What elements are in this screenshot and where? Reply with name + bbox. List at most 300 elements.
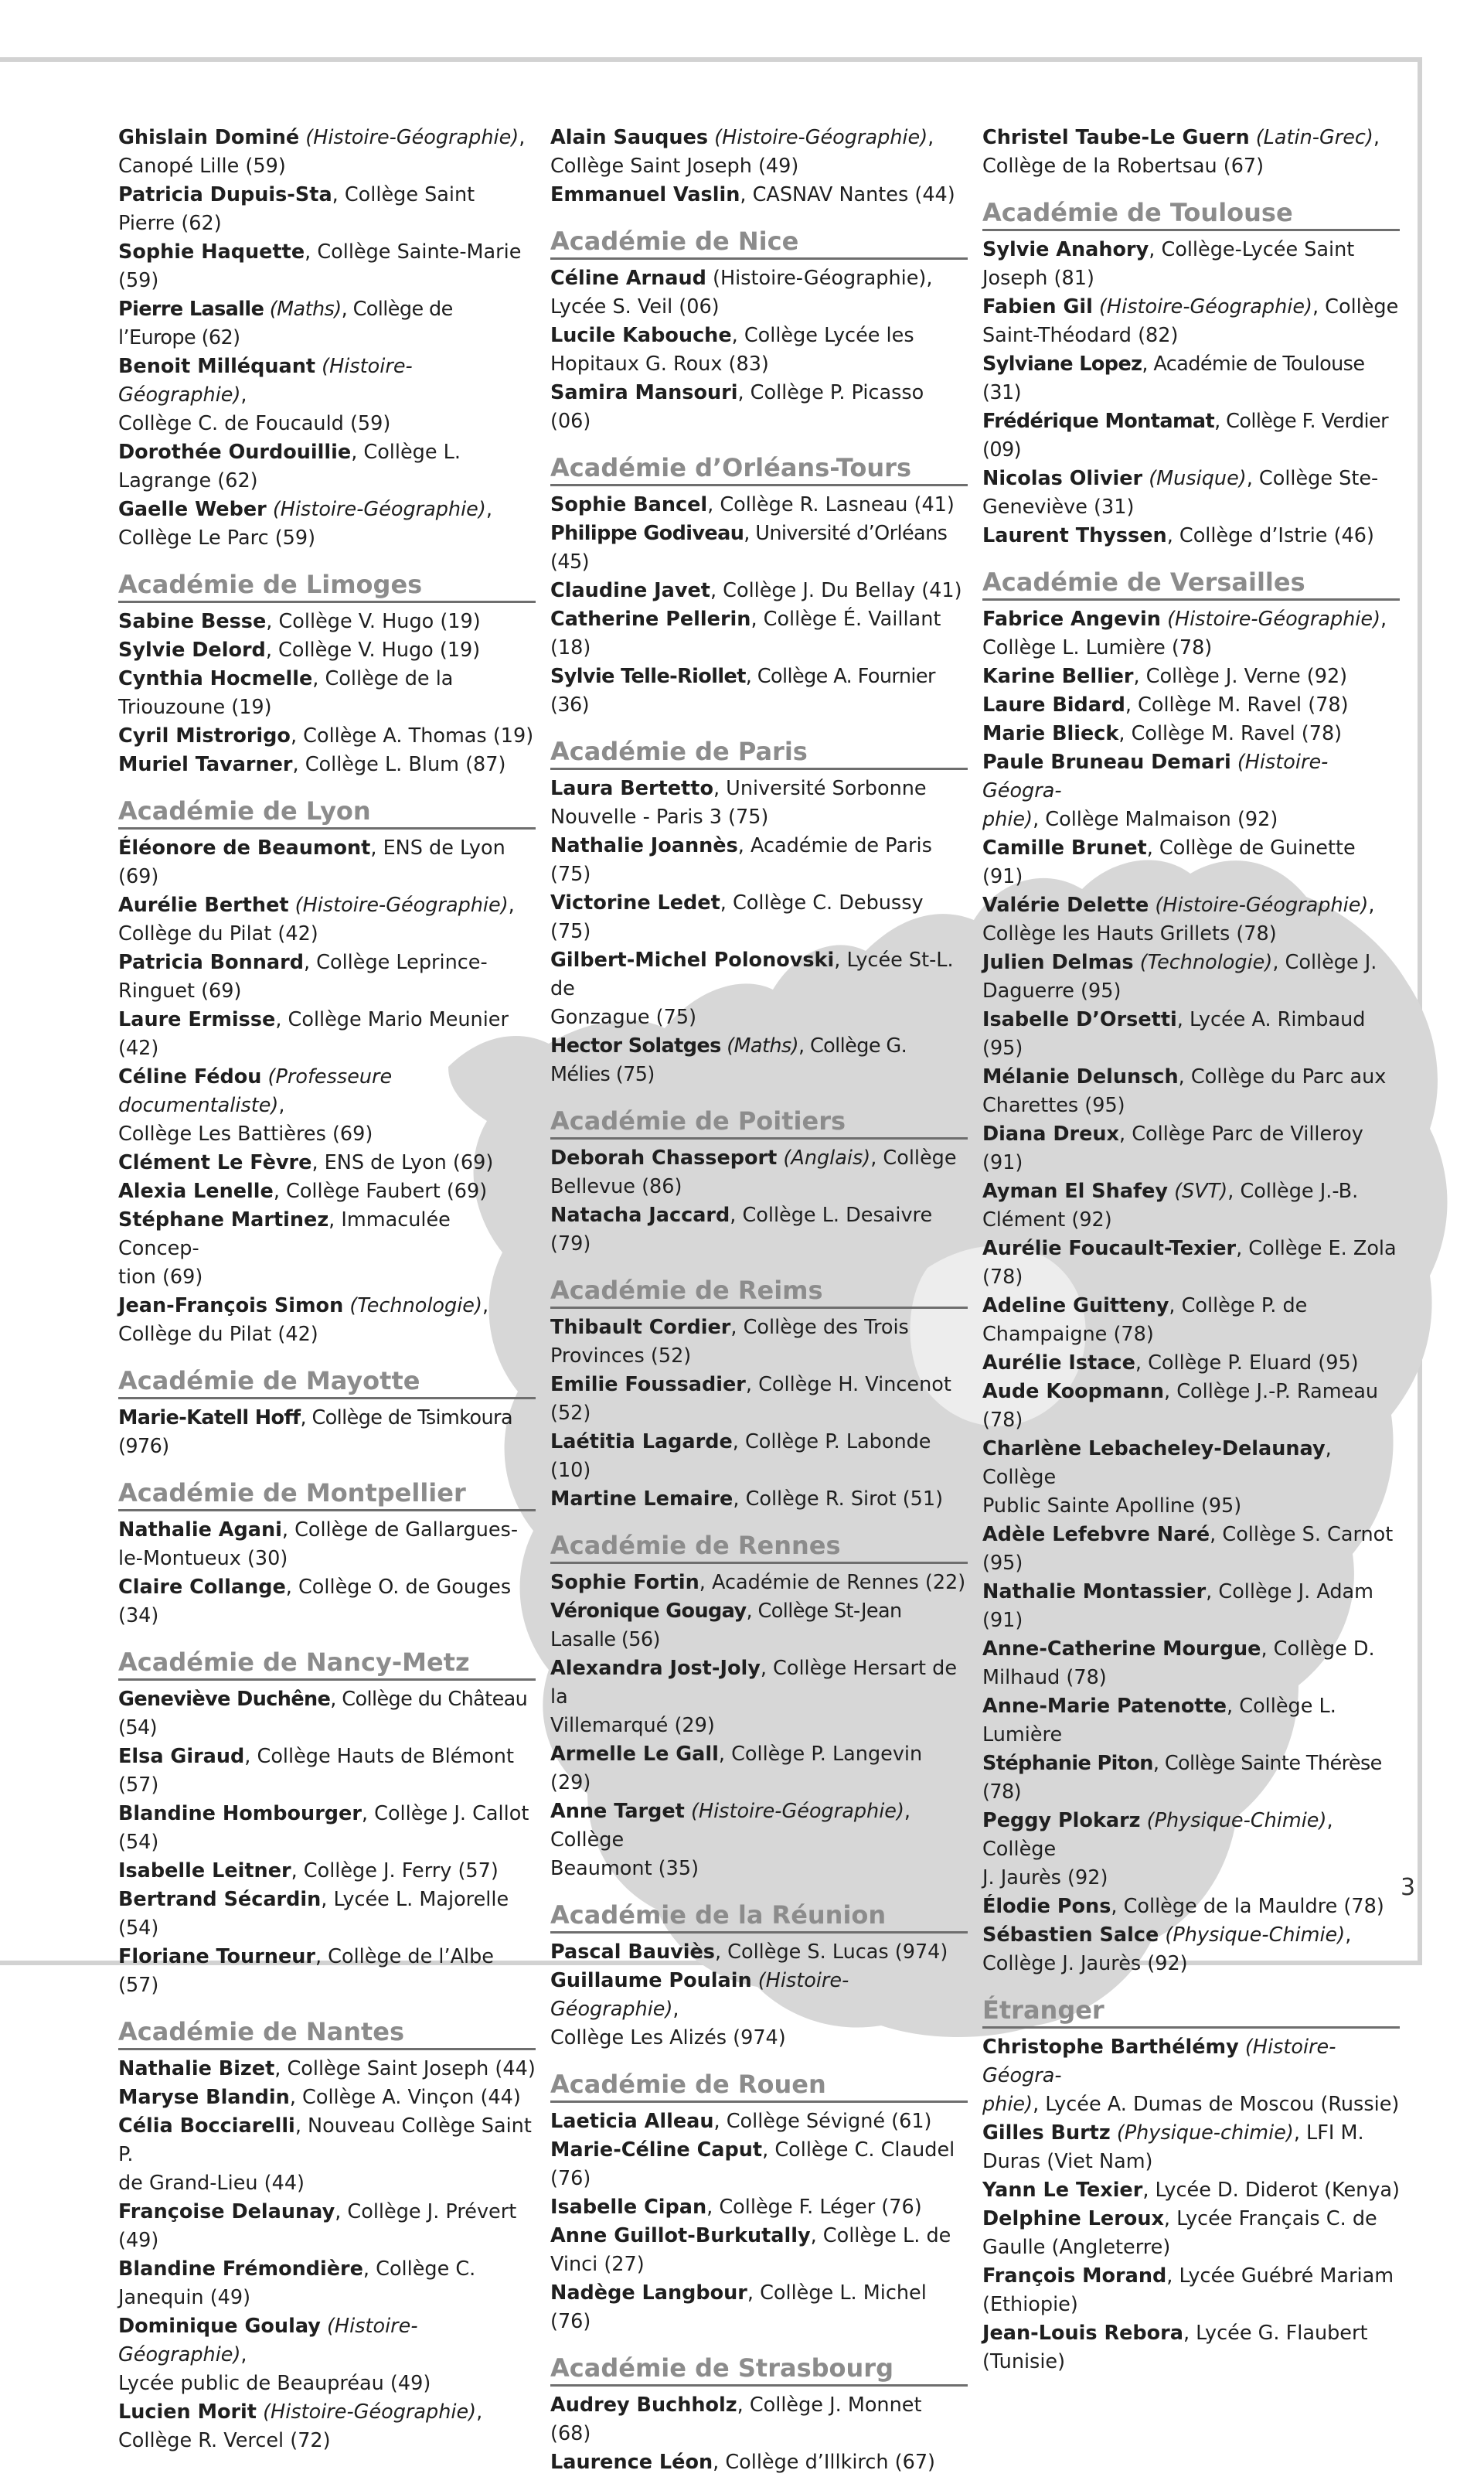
contributor-institution: , Collège É. Vaillant (18) bbox=[550, 608, 941, 659]
contributor-entry bbox=[550, 2279, 968, 2336]
contributor-institution: , Lycée L. Majorelle (54) bbox=[118, 1888, 509, 1940]
contributor-entry bbox=[982, 1006, 1400, 1063]
contributor-name: Sylvie Telle-Riollet bbox=[550, 665, 746, 688]
contributor-institution: , Collège L. Lagrange (62) bbox=[118, 441, 461, 492]
contributor-entry bbox=[982, 1578, 1400, 1635]
contributor-institution: , Collège de Gallargues- le-Montueux (30) bbox=[118, 1518, 519, 1570]
section-heading-academie-de-poitiers: Académie de Poitiers bbox=[550, 1105, 968, 1140]
contributor-institution: , Collège de Guinette (91) bbox=[982, 836, 1356, 888]
section-heading-academie-de-toulouse: Académie de Toulouse bbox=[982, 196, 1400, 231]
contributor-name: Diana Dreux bbox=[982, 1123, 1119, 1146]
contributor-entry bbox=[550, 181, 968, 210]
contributor-institution: , Collège M. Ravel (78) bbox=[1125, 693, 1349, 717]
contributor-institution: , Collège d’Istrie (46) bbox=[1166, 524, 1374, 547]
contributor-institution: , Lycée A. Dumas de Moscou (Russie) bbox=[1033, 2093, 1400, 2116]
contributor-name: Dominique Goulay bbox=[118, 2315, 321, 2338]
contributor-institution: , Collège Saint Joseph (49) bbox=[550, 126, 934, 178]
page-frame-top bbox=[0, 57, 1422, 62]
contributor-entry bbox=[982, 663, 1400, 691]
contributor-entry bbox=[982, 465, 1400, 522]
contributor-entry bbox=[118, 2312, 536, 2398]
contributor-institution: , Collège J. Monnet (68) bbox=[550, 2394, 922, 2445]
contributor-institution: , Collège Leprince- Ringuet (69) bbox=[118, 951, 488, 1003]
contributor-entry bbox=[982, 1692, 1400, 1750]
contributor-entry bbox=[118, 1573, 536, 1630]
contributor-institution: , Collège du Parc aux Charettes (95) bbox=[982, 1065, 1387, 1117]
contributor-entry bbox=[982, 691, 1400, 720]
contributor-discipline: (Histoire-Géographie) bbox=[1155, 894, 1369, 917]
contributor-institution: , Collège G. Mélies (75) bbox=[550, 1034, 907, 1086]
contributor-institution: , Immaculée Concep- tion (69) bbox=[118, 1208, 451, 1289]
contributor-name: Anne-Catherine Mourgue bbox=[982, 1637, 1261, 1661]
contributor-name: François Morand bbox=[982, 2264, 1167, 2288]
contributor-name: Samira Mansouri bbox=[550, 381, 738, 404]
contributor-name: Élodie Pons bbox=[982, 1895, 1111, 1918]
contributor-institution: , Collège Faubert (69) bbox=[273, 1180, 488, 1203]
contributor-name: Alain Sauques bbox=[550, 126, 709, 149]
contributor-entry bbox=[118, 1886, 536, 1943]
contributor-name: Guillaume Poulain bbox=[550, 1969, 752, 1992]
contributor-name: Sophie Fortin bbox=[550, 1571, 699, 1594]
contributor-name: Nathalie Bizet bbox=[118, 2057, 275, 2080]
contributor-name: Sébastien Salce bbox=[982, 1923, 1159, 1947]
contributor-name: Anne Guillot-Burkutally bbox=[550, 2224, 811, 2247]
contributor-name: Véronique Gougay bbox=[550, 1600, 747, 1623]
contributor-name: Christophe Barthélémy bbox=[982, 2036, 1239, 2059]
contributor-institution: , Collège M. Ravel (78) bbox=[1118, 722, 1343, 745]
contributor-institution: , Collège P. de Champaigne (78) bbox=[982, 1294, 1308, 1346]
contributor-institution: , Collège du Château (54) bbox=[118, 1688, 528, 1739]
contributor-entry bbox=[550, 889, 968, 946]
contributor-entry bbox=[118, 1149, 536, 1177]
contributor-institution: , Collège V. Hugo (19) bbox=[266, 610, 481, 633]
contributor-discipline: (Histoire-Géographie) bbox=[118, 2315, 418, 2366]
contributor-institution: , Collège de l’Europe (62) bbox=[118, 298, 453, 349]
contributor-institution: , ENS de Lyon (69) bbox=[311, 1151, 494, 1174]
contributor-institution: , Collège Sainte Thérèse (78) bbox=[982, 1752, 1382, 1804]
contributor-name: Alexia Lenelle bbox=[118, 1180, 274, 1203]
contributor-name: Isabelle D’Orsetti bbox=[982, 1008, 1177, 1031]
section-heading-academie-de-mayotte: Académie de Mayotte bbox=[118, 1365, 536, 1399]
contributor-entry bbox=[982, 1120, 1400, 1177]
contributor-discipline: (Latin-Grec) bbox=[1255, 126, 1373, 149]
contributor-institution: , Collège du Pilat (42) bbox=[118, 894, 515, 945]
contributor-name: Célia Bocciarelli bbox=[118, 2114, 295, 2138]
contributor-entry bbox=[982, 1235, 1400, 1292]
contributor-name: Anne-Marie Patenotte bbox=[982, 1695, 1227, 1718]
contributor-discipline: (Histoire-Géographie) bbox=[118, 355, 413, 407]
contributor-name: Marie-Katell Hoff bbox=[118, 1406, 301, 1429]
contributor-entry bbox=[982, 891, 1400, 949]
contributor-institution: , Collège Sainte-Marie (59) bbox=[118, 240, 522, 292]
contributor-name: Laurent Thyssen bbox=[982, 524, 1167, 547]
contributor-name: Sabine Besse bbox=[118, 610, 267, 633]
contributor-institution: , Collège J. Callot (54) bbox=[118, 1802, 529, 1854]
contributor-name: Charlène Lebacheley-Delaunay bbox=[982, 1437, 1326, 1460]
contributor-institution: , Collège F. Léger (76) bbox=[706, 2196, 922, 2219]
contributor-institution: , Lycée G. Flaubert (Tunisie) bbox=[982, 2322, 1368, 2373]
contributor-name: Nathalie Montassier bbox=[982, 1580, 1207, 1603]
contributor-entry bbox=[118, 1404, 536, 1461]
section-heading-academie-de-la-reunion: Académie de la Réunion bbox=[550, 1899, 968, 1934]
contributor-name: Blandine Hombourger bbox=[118, 1802, 362, 1825]
contributor-institution: , Collège J. Du Bellay (41) bbox=[710, 579, 962, 602]
contributor-entry bbox=[118, 2055, 536, 2083]
contributor-name: Armelle Le Gall bbox=[550, 1743, 719, 1766]
contributor-entry bbox=[118, 636, 536, 665]
contributor-name: Aurélie Berthet bbox=[118, 894, 289, 917]
contributor-institution: , Collège C. de Foucauld (59) bbox=[118, 383, 391, 435]
contributor-institution: , Lycée A. Rimbaud (95) bbox=[982, 1008, 1366, 1060]
contributor-name: Nicolas Olivier bbox=[982, 467, 1143, 490]
contributor-entry bbox=[982, 605, 1400, 663]
contributor-entry bbox=[118, 2255, 536, 2312]
contributor-institution: , Collège Sévigné (61) bbox=[713, 2110, 932, 2133]
contributor-entry bbox=[118, 295, 536, 353]
contributor-entry bbox=[982, 1177, 1400, 1235]
contributor-entry bbox=[982, 1435, 1400, 1521]
contributor-name: Julien Delmas bbox=[982, 951, 1134, 974]
contributor-name: Pierre Lasalle bbox=[118, 298, 264, 321]
contributor-entry bbox=[550, 1313, 968, 1371]
contributor-institution: , Collège C. Debussy (75) bbox=[550, 891, 924, 943]
contributor-institution: , Collège les Hauts Grillets (78) bbox=[982, 894, 1375, 945]
contributor-discipline: (Histoire-Géographie) bbox=[294, 894, 509, 917]
contributor-entry bbox=[118, 751, 536, 779]
contributor-entry bbox=[982, 748, 1400, 834]
contributor-entry bbox=[982, 236, 1400, 293]
contributor-name: Frédérique Montamat bbox=[982, 410, 1215, 433]
contributor-name: Peggy Plokarz bbox=[982, 1809, 1141, 1832]
contributor-entry bbox=[982, 2176, 1400, 2205]
contributor-institution: , Collège A. Fournier (36) bbox=[550, 665, 935, 717]
contributor-entry bbox=[550, 1371, 968, 1428]
contributor-name: Jean-François Simon bbox=[118, 1294, 344, 1317]
section-heading-academie-d-orleans-tours: Académie d’Orléans-Tours bbox=[550, 451, 968, 486]
contributor-institution: , Collège de la Triouzoune (19) bbox=[118, 667, 454, 719]
contributor-name: Sylviane Lopez bbox=[982, 353, 1142, 376]
contributor-institution: , Collège S. Lucas (974) bbox=[714, 1940, 948, 1964]
contributor-entry bbox=[550, 2193, 968, 2222]
contributor-entry bbox=[118, 2083, 536, 2112]
contributor-name: Ayman El Shafey bbox=[982, 1180, 1169, 1203]
contributor-institution: , Collège Ste- Geneviève (31) bbox=[982, 467, 1379, 519]
contributor-name: Jean-Louis Rebora bbox=[982, 2322, 1183, 2345]
contributor-name: Camille Brunet bbox=[982, 836, 1147, 860]
contributor-name: Nathalie Agani bbox=[118, 1518, 282, 1542]
contributor-entry bbox=[118, 834, 536, 891]
contributor-name: Thibault Cordier bbox=[550, 1316, 731, 1339]
section-heading-academie-de-limoges: Académie de Limoges bbox=[118, 568, 536, 603]
contributor-name: Laeticia Alleau bbox=[550, 2110, 714, 2133]
contributor-entry bbox=[118, 1857, 536, 1886]
contributor-institution: (Histoire-Géographie), Lycée S. Veil (06) bbox=[550, 267, 933, 319]
contributor-entry bbox=[550, 1201, 968, 1259]
contributor-entry bbox=[118, 2112, 536, 2198]
contributor-institution: , Collège J. Verne (92) bbox=[1133, 665, 1348, 688]
contributor-entry bbox=[118, 238, 536, 295]
section-heading-academie-de-strasbourg: Académie de Strasbourg bbox=[550, 2352, 968, 2387]
contributor-entry bbox=[550, 1967, 968, 2053]
contributor-name: Patricia Bonnard bbox=[118, 951, 304, 974]
contributor-name: Sylvie Anahory bbox=[982, 238, 1149, 261]
contributor-entry bbox=[982, 1521, 1400, 1578]
contributor-entry bbox=[550, 1144, 968, 1201]
contributor-institution: , Collège St-Jean Lasalle (56) bbox=[550, 1600, 902, 1651]
contributor-institution: , Collège J. Prévert (49) bbox=[118, 2200, 517, 2252]
contributor-institution: , Collège J. Jaurès (92) bbox=[982, 1923, 1352, 1975]
contributor-institution: , Académie de Paris (75) bbox=[550, 834, 932, 886]
contributor-entry bbox=[118, 438, 536, 496]
section-heading-academie-de-nancy-metz: Académie de Nancy-Metz bbox=[118, 1646, 536, 1681]
contributor-institution: , Collège P. Eluard (95) bbox=[1135, 1351, 1359, 1375]
contributor-name: Françoise Delaunay bbox=[118, 2200, 335, 2223]
contributor-entry bbox=[982, 2262, 1400, 2319]
contributor-entry bbox=[550, 1485, 968, 1514]
contributor-institution: , Collège R. Sirot (51) bbox=[733, 1487, 944, 1511]
contributor-name: Lucien Morit bbox=[118, 2400, 257, 2424]
contributor-discipline: (Histoire-Géographie) bbox=[263, 2400, 477, 2424]
contributor-institution: , Collège Les Alizés (974) bbox=[550, 1998, 786, 2049]
contributor-discipline: (Technologie) bbox=[349, 1294, 482, 1317]
contributor-discipline: (Histoire-Géographie) bbox=[690, 1800, 904, 1823]
contributor-institution: , Collège Bellevue (86) bbox=[550, 1147, 957, 1198]
contributor-name: Adeline Guitteny bbox=[982, 1294, 1169, 1317]
contributor-entry bbox=[982, 1750, 1400, 1807]
contributor-institution: , Collège J. Daguerre (95) bbox=[982, 951, 1377, 1003]
contributor-entry bbox=[118, 891, 536, 949]
contributor-entry bbox=[982, 293, 1400, 350]
contributor-name: Catherine Pellerin bbox=[550, 608, 751, 631]
contributor-discipline: (Technologie) bbox=[1139, 951, 1273, 974]
contributor-institution: , Collège J.-P. Rameau (78) bbox=[982, 1380, 1379, 1432]
section-heading-etranger: Étranger bbox=[982, 1994, 1400, 2029]
contributor-entry bbox=[982, 2033, 1400, 2119]
contributor-discipline: (SVT) bbox=[1174, 1180, 1228, 1203]
contributor-name: Natacha Jaccard bbox=[550, 1204, 730, 1227]
contributor-name: Gilbert-Michel Polonovski bbox=[550, 949, 835, 972]
contributor-institution: , Collège V. Hugo (19) bbox=[265, 639, 481, 662]
contributor-institution: , Collège Malmaison (92) bbox=[1033, 808, 1278, 831]
contributor-entry bbox=[550, 322, 968, 379]
contributor-name: Sophie Haquette bbox=[118, 240, 305, 264]
section-heading-academie-de-paris: Académie de Paris bbox=[550, 735, 968, 770]
contributor-name: Laurence Léon bbox=[550, 2451, 713, 2474]
contributor-name: Christel Taube-Le Guern bbox=[982, 126, 1250, 149]
contributor-name: Nathalie Joannès bbox=[550, 834, 738, 857]
contributor-entry bbox=[118, 353, 536, 438]
contributor-name: Sophie Bancel bbox=[550, 493, 708, 516]
contributor-name: Aurélie Istace bbox=[982, 1351, 1135, 1375]
contributor-institution: , Collège-Lycée Saint Joseph (81) bbox=[982, 238, 1355, 290]
contributor-institution: , Collège de l’Albe (57) bbox=[118, 1945, 495, 1997]
contributor-name: Delphine Leroux bbox=[982, 2207, 1164, 2230]
contributor-institution: , Collège R. Vercel (72) bbox=[118, 2400, 483, 2452]
contributor-name: Geneviève Duchêne bbox=[118, 1688, 331, 1711]
contributor-entry bbox=[550, 2107, 968, 2136]
contributor-institution: , Collège C. Janequin (49) bbox=[118, 2257, 476, 2309]
contributor-institution: , Collège Saint-Théodard (82) bbox=[982, 295, 1399, 347]
contributor-entry bbox=[982, 949, 1400, 1006]
contributor-name: Céline Fédou bbox=[118, 1065, 262, 1089]
contributor-entry bbox=[982, 1893, 1400, 1921]
contributor-name: Fabrice Angevin bbox=[982, 608, 1161, 631]
contributor-institution: , Collège L. Lumière bbox=[982, 1695, 1336, 1746]
contributor-entry bbox=[118, 1177, 536, 1206]
contributor-entry bbox=[118, 608, 536, 636]
contributor-discipline: (Maths) bbox=[269, 298, 342, 321]
contributor-institution: , Université d’Orléans (45) bbox=[550, 522, 948, 574]
contributor-institution: , Lycée Guébré Mariam (Ethiopie) bbox=[982, 2264, 1394, 2316]
contributor-name: Emilie Foussadier bbox=[550, 1373, 746, 1396]
contributor-entry bbox=[550, 832, 968, 889]
contributor-entry bbox=[982, 407, 1400, 465]
contributor-entry bbox=[550, 946, 968, 1032]
contributor-name: Maryse Blandin bbox=[118, 2086, 290, 2109]
contributor-institution: , Collège J. Adam (91) bbox=[982, 1580, 1374, 1632]
contributor-name: Benoit Milléquant bbox=[118, 355, 316, 378]
contributor-name: Anne Target bbox=[550, 1800, 685, 1823]
contributor-institution: , Académie de Rennes (22) bbox=[699, 1571, 966, 1594]
contributor-name: Gilles Burtz bbox=[982, 2121, 1111, 2145]
contributor-entry bbox=[982, 2205, 1400, 2262]
contributor-institution: , Lycée St-L. de Gonzague (75) bbox=[550, 949, 954, 1029]
contributor-entry bbox=[118, 2198, 536, 2255]
contributor-institution: , Collège L. Lumière (78) bbox=[982, 608, 1387, 659]
contributor-entry bbox=[118, 1063, 536, 1149]
contributor-entry bbox=[550, 520, 968, 577]
contributor-name: Claudine Javet bbox=[550, 579, 710, 602]
contributor-name: Isabelle Leitner bbox=[118, 1859, 291, 1882]
section-heading-academie-de-reims: Académie de Reims bbox=[550, 1274, 968, 1309]
contributor-name: Audrey Buchholz bbox=[550, 2394, 737, 2417]
contributor-institution: , Collège P. Labonde (10) bbox=[550, 1430, 931, 1482]
contributor-entry bbox=[118, 496, 536, 553]
contributor-entry bbox=[118, 1743, 536, 1800]
contributor-institution: , Collège C. Claudel (76) bbox=[550, 2138, 955, 2190]
contributor-entry bbox=[550, 264, 968, 322]
contributor-name: Gaelle Weber bbox=[118, 498, 267, 521]
contributor-institution: , Lycée D. Diderot (Kenya) bbox=[1142, 2179, 1400, 2202]
contributor-institution: , Nouveau Collège Saint P. de Grand-Lieu (44) bbox=[118, 2114, 532, 2195]
contributor-discipline: (Anglais) bbox=[783, 1147, 871, 1170]
contributor-entry bbox=[550, 2391, 968, 2448]
contributor-institution: , Collège Le Parc (59) bbox=[118, 498, 492, 550]
contributor-entry bbox=[550, 577, 968, 605]
section-heading-academie-de-nice: Académie de Nice bbox=[550, 225, 968, 260]
column-1 bbox=[118, 124, 536, 2455]
contributor-name: Laure Bidard bbox=[982, 693, 1125, 717]
contributor-entry bbox=[550, 1032, 968, 1089]
contributor-entry bbox=[982, 1349, 1400, 1378]
contributor-discipline: (Histoire-Géographie) bbox=[714, 126, 928, 149]
contributor-entry bbox=[118, 124, 536, 181]
contributor-entry bbox=[118, 1516, 536, 1573]
section-heading-academie-de-rennes: Académie de Rennes bbox=[550, 1529, 968, 1564]
contributor-entry bbox=[982, 720, 1400, 748]
contributor-institution: , Collège du Pilat (42) bbox=[118, 1294, 489, 1346]
contributor-entry bbox=[982, 522, 1400, 550]
contributor-institution: , LFI M. Duras (Viet Nam) bbox=[982, 2121, 1364, 2173]
contributor-institution: , Collège de la Robertsau (67) bbox=[982, 126, 1380, 178]
contributor-entry bbox=[982, 124, 1400, 181]
contributor-name: Marie-Céline Caput bbox=[550, 2138, 763, 2162]
contributor-entry bbox=[550, 491, 968, 520]
contributor-institution: , Collège de la Mauldre (78) bbox=[1111, 1895, 1384, 1918]
contributor-entry bbox=[118, 1943, 536, 2000]
section-heading-academie-de-versailles: Académie de Versailles bbox=[982, 566, 1400, 601]
contributor-institution: , Lycée public de Beaupréau (49) bbox=[118, 2343, 431, 2395]
contributor-institution: , Collège de Tsimkoura (976) bbox=[118, 1406, 512, 1458]
contributor-institution: , Collège R. Lasneau (41) bbox=[707, 493, 955, 516]
contributor-entry bbox=[550, 379, 968, 436]
contributor-name: Patricia Dupuis-Sta bbox=[118, 183, 332, 206]
contributor-entry bbox=[118, 1685, 536, 1743]
contributor-name: Muriel Tavarner bbox=[118, 753, 293, 776]
contributor-entry bbox=[550, 124, 968, 181]
contributor-institution: , Collège H. Vincenot (52) bbox=[550, 1373, 951, 1425]
contributor-name: Philippe Godiveau bbox=[550, 522, 744, 545]
contributor-institution: , Collège Lycée les Hopitaux G. Roux (83) bbox=[550, 324, 914, 376]
contributor-name: Nadège Langbour bbox=[550, 2281, 747, 2305]
contributor-entry bbox=[982, 1292, 1400, 1349]
contributor-entry bbox=[550, 775, 968, 832]
contributor-name: Bertrand Sécardin bbox=[118, 1888, 322, 1911]
contributor-name: Céline Arnaud bbox=[550, 267, 706, 290]
contributor-institution: , Collège D. Milhaud (78) bbox=[982, 1637, 1375, 1689]
column-2 bbox=[550, 124, 968, 2477]
contributor-name: Valérie Delette bbox=[982, 894, 1149, 917]
contributor-institution: , Collège Saint Joseph (44) bbox=[274, 2057, 536, 2080]
contributor-entry bbox=[550, 2136, 968, 2193]
contributor-institution: , Collège O. de Gouges (34) bbox=[118, 1576, 512, 1627]
contributor-name: Laétitia Lagarde bbox=[550, 1430, 733, 1453]
contributor-entry bbox=[550, 1797, 968, 1883]
contributor-entry bbox=[118, 1292, 536, 1349]
contributor-institution: , Collège Hauts de Blémont (57) bbox=[118, 1745, 514, 1797]
contributor-name: Hector Solatges bbox=[550, 1034, 721, 1058]
contributor-institution: , Collège Mario Meunier (42) bbox=[118, 1008, 509, 1060]
contributor-entry bbox=[118, 1800, 536, 1857]
contributor-institution: , Collège J. Ferry (57) bbox=[291, 1859, 499, 1882]
contributor-entry bbox=[550, 1428, 968, 1485]
contributor-name: Sylvie Delord bbox=[118, 639, 266, 662]
contributor-institution: , Collège F. Verdier (09) bbox=[982, 410, 1388, 462]
contributor-name: Paule Bruneau Demari bbox=[982, 751, 1231, 774]
contributor-entry bbox=[982, 1378, 1400, 1435]
contributor-institution: , Collège P. Langevin (29) bbox=[550, 1743, 923, 1794]
contributor-entry bbox=[550, 663, 968, 720]
section-heading-academie-de-lyon: Académie de Lyon bbox=[118, 795, 536, 830]
section-heading-academie-de-rouen: Académie de Rouen bbox=[550, 2068, 968, 2103]
contributor-discipline: (Musique) bbox=[1149, 467, 1247, 490]
contributor-name: Isabelle Cipan bbox=[550, 2196, 707, 2219]
contributor-name: Aurélie Foucault-Texier bbox=[982, 1237, 1237, 1260]
contributor-name: Ghislain Dominé bbox=[118, 126, 300, 149]
contributor-institution: , Académie de Toulouse (31) bbox=[982, 353, 1365, 404]
contributor-name: Alexandra Jost-Joly bbox=[550, 1657, 761, 1680]
contributor-discipline: (Physique-chimie) bbox=[1116, 2121, 1294, 2145]
contributor-name: Mélanie Delunsch bbox=[982, 1065, 1179, 1089]
contributor-entry bbox=[118, 1206, 536, 1292]
contributor-discipline: (Histoire-Géographie) bbox=[272, 498, 486, 521]
contributor-institution: , Collège E. Zola (78) bbox=[982, 1237, 1397, 1289]
contributor-institution: , Collège Hersart de la Villemarqué (29) bbox=[550, 1657, 958, 1737]
contributor-institution: , Canopé Lille (59) bbox=[118, 126, 526, 178]
contributor-entry bbox=[118, 665, 536, 722]
contributor-institution: , Collège Parc de Villeroy (91) bbox=[982, 1123, 1363, 1174]
contributor-name: Dorothée Ourdouillie bbox=[118, 441, 352, 464]
